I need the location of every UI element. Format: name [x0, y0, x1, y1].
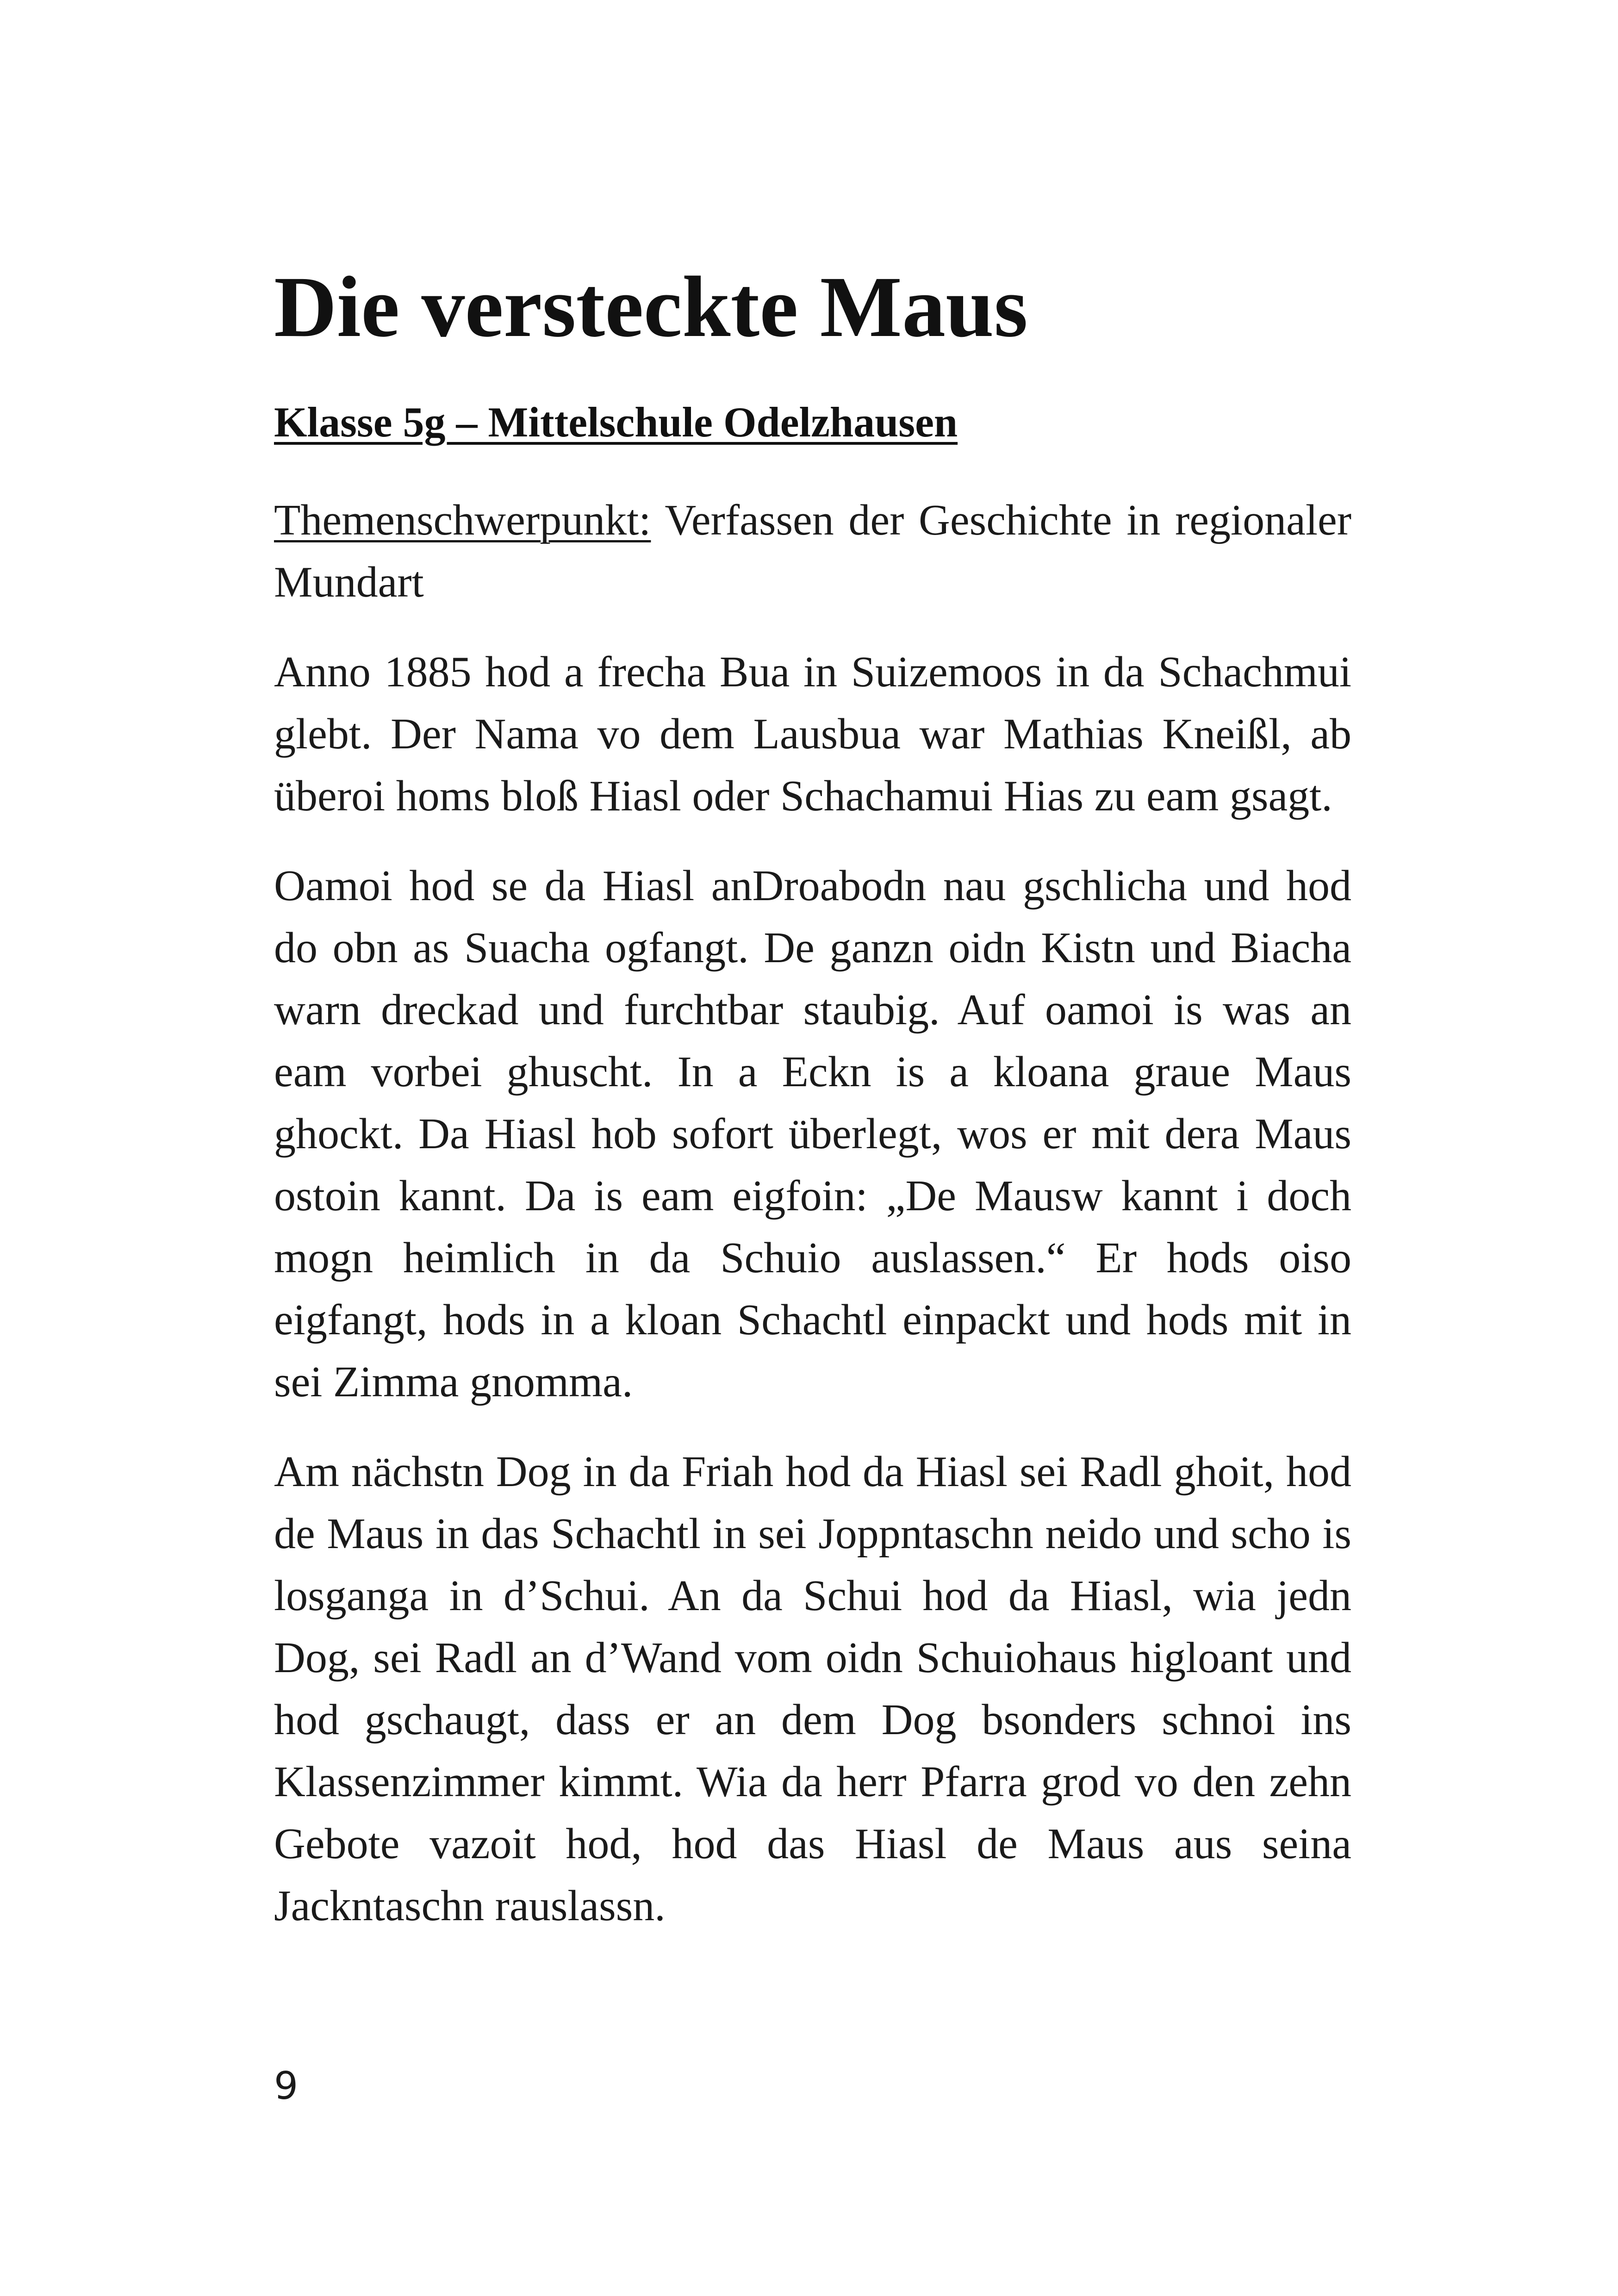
- theme-label: Themenschwerpunkt:: [274, 496, 651, 545]
- page-content: [274, 259, 1351, 1965]
- story-paragraph-2: Oamoi hod se da Hiasl anDroabodn nau gschlicha und hod do obn as Suacha ogfangt. De ganzn oidn Kistn und Biacha warn dreckad und furchtbar staubig. Auf oamoi is was an eam vorbei ghuscht. In a Eckn is a kloana graue Maus ghockt. Da Hiasl hob sofort überlegt, wos er mit dera Maus ostoin kannt. Da is eam eigfoin: „De Mausw kannt i doch mogn heimlich in da Schuio auslassen.“ Er hods oiso eigfangt, hods in a kloan Schachtl einpackt und hods mit in sei Zimma gnomma.: [274, 862, 1351, 1406]
- theme-text: Verfassen der Geschichte in regionaler Mundart: [274, 496, 1351, 607]
- page-number: 9: [274, 2064, 299, 2108]
- theme-paragraph: [274, 489, 1351, 613]
- story-paragraph-3: Am nächstn Dog in da Friah hod da Hiasl sei Radl ghoit, hod de Maus in das Schachtl in sei Joppntaschn neido und scho is losganga in d’Schui. An da Schui hod da Hiasl, wia jedn Dog, sei Radl an d’Wand vom oidn Schuiohaus higloant und hod gschaugt, dass er an dem Dog bsonders schnoi ins Klassenzimmer kimmt. Wia da herr Pfarra grod vo den zehn Gebote vazoit hod, hod das Hiasl de Maus aus seina Jackntaschn rauslassn.: [274, 1448, 1351, 1930]
- story-paragraph-1: Anno 1885 hod a frecha Bua in Suizemoos in da Schachmui glebt. Der Nama vo dem Lausbua war Mathias Kneißl, ab überoi homs bloß Hiasl oder Schachamui Hias zu eam gsagt.: [274, 648, 1351, 821]
- page-title: Die versteckte Maus: [274, 258, 1028, 355]
- class-subtitle: Klasse 5g – Mittelschule Odelzhausen: [274, 398, 958, 446]
